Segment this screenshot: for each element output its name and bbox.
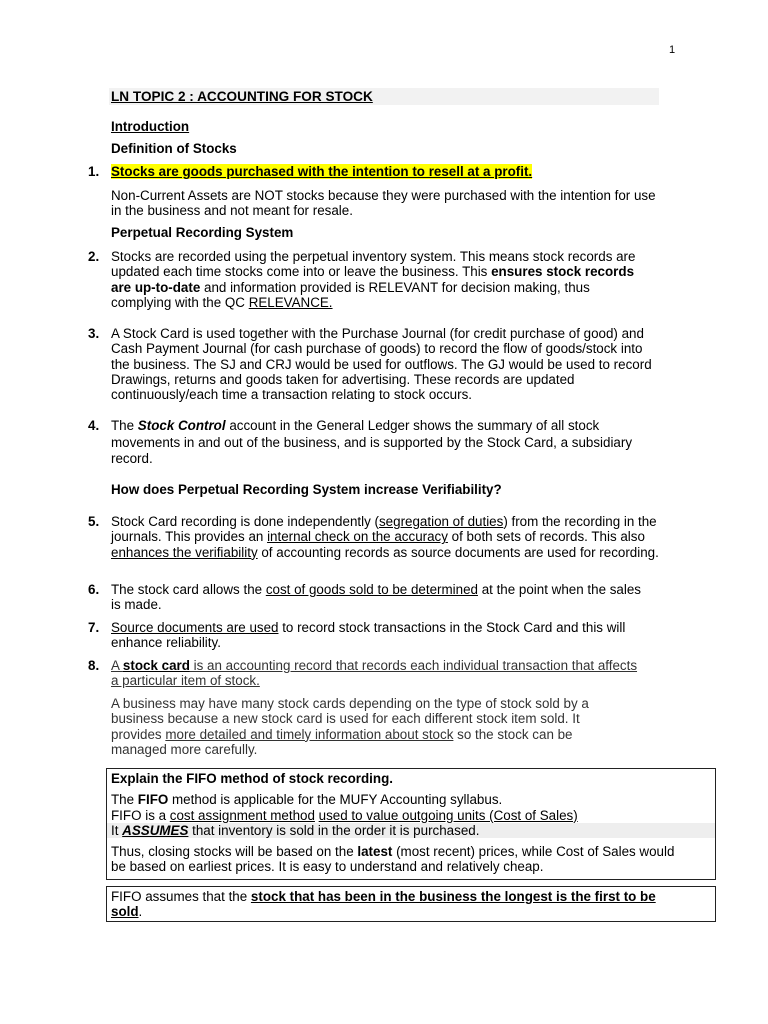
list-item-1 [88, 164, 668, 179]
fifo-assumes-text: FIFO assumes that the stock that has been in the business the longest is the first to be sold. [111, 889, 656, 920]
item-number: 6. [88, 582, 100, 597]
list-item-8: 8. A stock card is an accounting record that records each individual transaction that affects a particular item of stock. [88, 658, 638, 689]
definition-heading: Definition of Stocks [111, 141, 237, 156]
list-item-7: 7. Source documents are used to record stock transactions in the Stock Card and this will enhance reliability. [88, 620, 626, 651]
item-number: 3. [88, 326, 100, 341]
item-number: 5. [88, 514, 100, 529]
business-para: A business may have many stock cards depending on the type of stock sold by a business because a new stock card is used for each different stock item sold. It provides more detailed and timely information about stock so the stock can be managed more carefully. [111, 696, 589, 757]
item-number: 1. [88, 164, 100, 179]
fifo-line-2: FIFO is a cost assignment method used to value outgoing units (Cost of Sales) [111, 807, 578, 823]
item-number: 2. [88, 249, 100, 264]
fifo-line-3: It ASSUMES that inventory is sold in the order it is purchased. [107, 823, 715, 838]
fifo-heading: Explain the FIFO method of stock recording. [111, 771, 393, 786]
item-number: 7. [88, 620, 100, 635]
noncurrent-para: Non-Current Assets are NOT stocks because they were purchased with the intention for use in the business and not meant for resale. [111, 188, 656, 219]
fifo-box [106, 768, 716, 880]
fifo-line-4: Thus, closing stocks will be based on the latest (most recent) prices, while Cost of Sales would be based on earliest prices. It is easy to understand and relatively cheap. [111, 844, 675, 875]
list-item-4: 4. The Stock Control account in the General Ledger shows the summary of all stock movements in and out of the business, and is supported by the Stock Card, a subsidiary record. [88, 418, 633, 466]
fifo-assumes-box [106, 886, 716, 922]
perpetual-heading: Perpetual Recording System [111, 225, 294, 240]
list-item-5: 5. Stock Card recording is done independently (segregation of duties) from the recording in the journals. This provides an internal check on the accuracy of both sets of records. This also enhances the verifiability of accounting records as source documents are used for recording. [88, 514, 659, 560]
list-item-3 [88, 326, 668, 402]
list-item-6: 6. The stock card allows the cost of goods sold to be determined at the point when the sales is made. [88, 582, 641, 613]
list-item-2: 2. Stocks are recorded using the perpetual inventory system. This means stock records are updated each time stocks come into or leave the business. This ensures stock records are up-to-date and information provided is RELEVANT for decision making, thus complying with the QC RELEVANCE. [88, 249, 636, 310]
page-title: LN TOPIC 2 : ACCOUNTING FOR STOCK [109, 88, 659, 105]
item-number: 4. [88, 418, 100, 433]
item-text: Stocks are goods purchased with the intention to resell at a profit. [111, 164, 533, 179]
verifiability-heading: How does Perpetual Recording System increase Verifiability? [111, 482, 502, 497]
item-text: A Stock Card is used together with the Purchase Journal (for credit purchase of good) and Cash Payment Journal (for cash purchase of goods) to record the flow of goods/stock into the business. The SJ and CRJ would be used for outflows. The GJ would be used to record Drawings, returns and goods taken for advertising. These records are updated continuously/each time a transaction relating to stock occurs. [111, 326, 652, 403]
item-number: 8. [88, 658, 100, 673]
intro-heading: Introduction [111, 119, 190, 134]
page-number: 1 [669, 44, 676, 56]
fifo-line-1: The FIFO method is applicable for the MUFY Accounting syllabus. [111, 792, 503, 808]
